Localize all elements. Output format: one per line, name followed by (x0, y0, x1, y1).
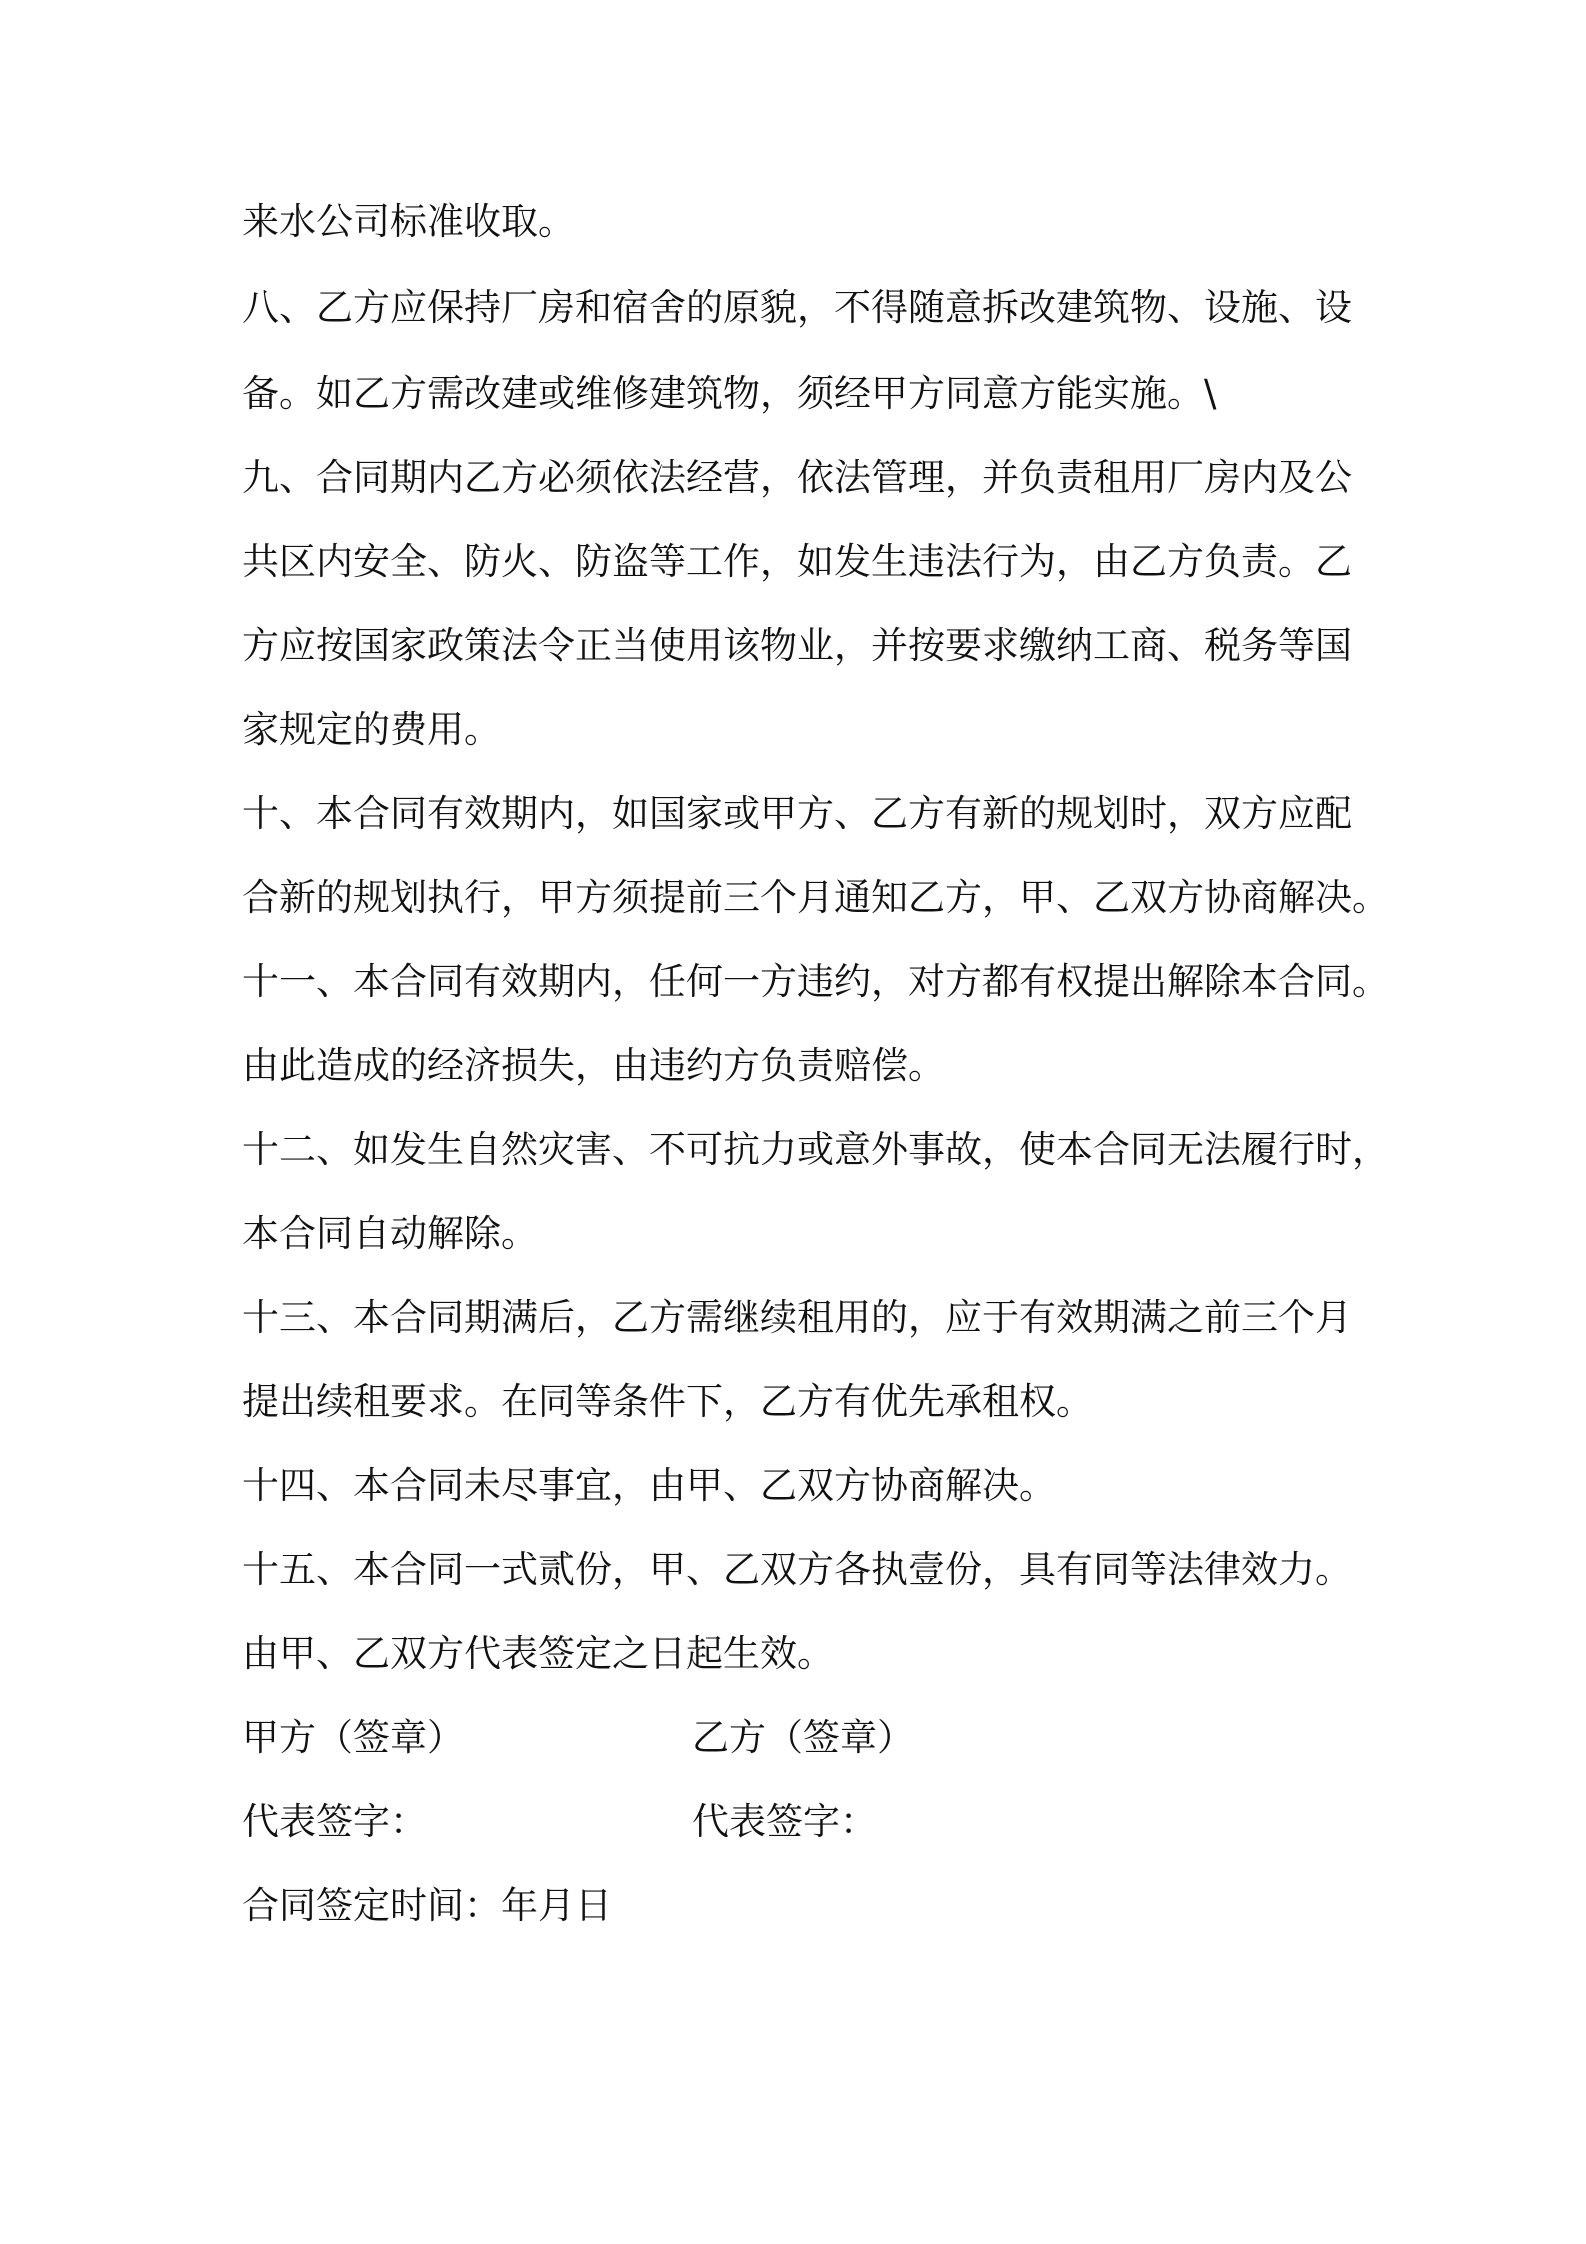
text-line: 十四、本合同未尽事宜，由甲、乙双方协商解决。 (242, 1464, 1056, 1507)
signing-date-label: 合同签定时间：年月日 (242, 1884, 612, 1927)
text-line: 提出续租要求。在同等条件下，乙方有优先承租权。 (242, 1380, 1093, 1423)
party-a-representative-label: 代表签字： (242, 1800, 427, 1843)
text-line: 十一、本合同有效期内，任何一方违约，对方都有权提出解除本合同。 (242, 960, 1389, 1003)
text-line: 备。如乙方需改建或维修建筑物，须经甲方同意方能实施。\ (242, 372, 1217, 415)
text-line: 八、乙方应保持厂房和宿舍的原貌，不得随意拆改建筑物、设施、设 (242, 286, 1352, 329)
text-line: 九、合同期内乙方必须依法经营，依法管理，并负责租用厂房内及公 (242, 456, 1352, 499)
party-b-representative-label: 代表签字： (692, 1800, 877, 1843)
text-line: 合新的规划执行，甲方须提前三个月通知乙方，甲、乙双方协商解决。 (242, 876, 1389, 919)
text-line: 家规定的费用。 (242, 708, 501, 751)
text-line: 由此造成的经济损失，由违约方负责赔偿。 (242, 1044, 945, 1087)
text-line: 方应按国家政策法令正当使用该物业，并按要求缴纳工商、税务等国 (242, 624, 1352, 667)
text-line: 由甲、乙双方代表签定之日起生效。 (242, 1632, 834, 1675)
text-line: 共区内安全、防火、防盗等工作，如发生违法行为，由乙方负责。乙 (242, 540, 1352, 583)
text-line: 十二、如发生自然灾害、不可抗力或意外事故，使本合同无法履行时， (242, 1128, 1389, 1171)
text-line: 十、本合同有效期内，如国家或甲方、乙方有新的规划时，双方应配 (242, 792, 1352, 835)
text-line: 本合同自动解除。 (242, 1212, 538, 1255)
text-line: 来水公司标准收取。 (242, 200, 575, 243)
party-b-seal-label: 乙方（签章） (692, 1716, 914, 1759)
party-a-seal-label: 甲方（签章） (242, 1716, 464, 1759)
text-line: 十三、本合同期满后，乙方需继续租用的，应于有效期满之前三个月 (242, 1296, 1352, 1339)
text-line: 十五、本合同一式贰份，甲、乙双方各执壹份，具有同等法律效力。 (242, 1548, 1352, 1591)
